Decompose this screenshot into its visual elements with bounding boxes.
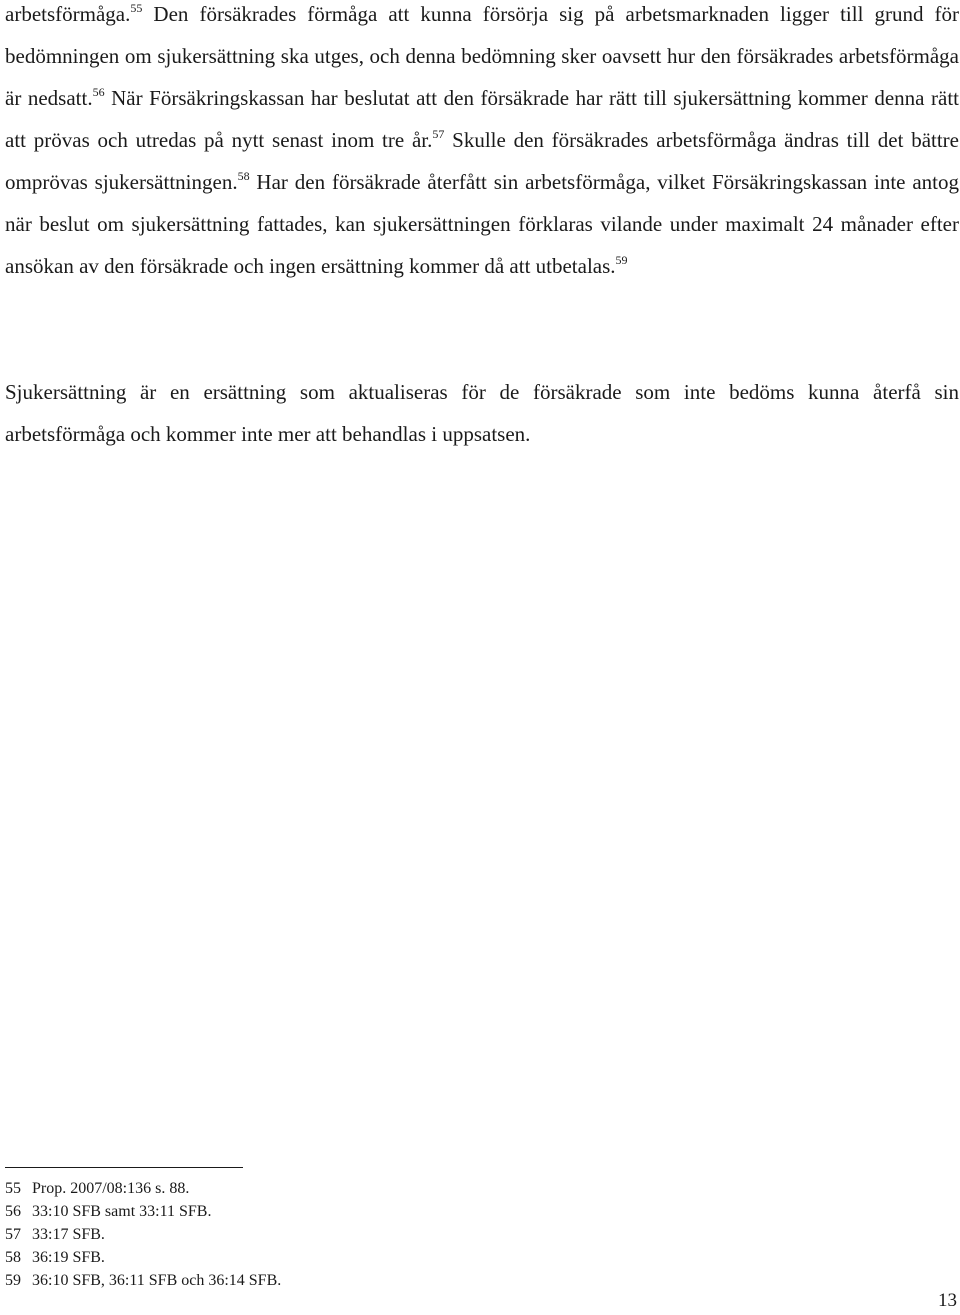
footnote-item <box>5 1269 281 1292</box>
footnote-number: 58 <box>5 1249 21 1266</box>
footnote-text: 33:10 SFB samt 33:11 SFB. <box>32 1203 212 1220</box>
page-number: 13 <box>938 1290 957 1311</box>
footnote-item <box>5 1246 281 1269</box>
footnote-ref-58: 58 <box>237 169 250 183</box>
footnotes-list <box>5 1177 281 1292</box>
footnote-ref-59: 59 <box>615 253 628 267</box>
footnote-text: Prop. 2007/08:136 s. 88. <box>32 1180 190 1197</box>
footnote-text: 36:19 SFB. <box>32 1249 105 1266</box>
footnote-text: 33:17 SFB. <box>32 1226 105 1243</box>
text-run: När Försäkringskassan har beslutat att den försäkrade har rätt till sjukersättning kommer denna rätt att prövas och utredas på nytt senast inom tre år. <box>5 86 959 152</box>
footnote-number: 59 <box>5 1272 21 1289</box>
footnote-text: 36:10 SFB, 36:11 SFB och 36:14 SFB. <box>32 1272 282 1289</box>
footnote-ref-57: 57 <box>432 127 445 141</box>
text-run: Den försäkrades förmåga att kunna försörja sig på arbetsmarknaden ligger till grund för bedömningen om sjukersättning ska utges, och denna bedömning sker oavsett hur den försäkrades arbetsförmåga är nedsatt. <box>5 2 959 110</box>
footnote-separator <box>5 1167 243 1168</box>
footnote-ref-55: 55 <box>130 1 143 15</box>
footnote-number: 55 <box>5 1180 21 1197</box>
footnote-ref-56: 56 <box>92 85 105 99</box>
body-paragraph-sjukersattning-definition: Sjukersättning är en ersättning som aktualiseras för de försäkrade som inte bedöms kunna återfå sin arbetsförmåga och kommer inte mer att behandlas i uppsatsen. <box>5 380 959 446</box>
footnote-item <box>5 1200 281 1223</box>
text-run: Har den försäkrade återfått sin arbetsförmåga, vilket Försäkringskassan inte antog när beslut om sjukersättning fattades, kan sjukersättningen förklaras vilande under maximalt 24 månader efter ansökan av den försäkrade och ingen ersättning kommer då att utbetalas. <box>5 170 959 278</box>
body-paragraph-sjukersattning-assessment <box>5 0 959 287</box>
footnote-number: 56 <box>5 1203 21 1220</box>
footnote-item <box>5 1223 281 1246</box>
footnote-number: 57 <box>5 1226 21 1243</box>
text-run: Skulle den försäkrades arbetsförmåga ändras till det bättre omprövas sjukersättningen. <box>5 128 959 194</box>
footnote-item <box>5 1177 281 1200</box>
text-run: arbetsförmåga. <box>5 2 131 26</box>
